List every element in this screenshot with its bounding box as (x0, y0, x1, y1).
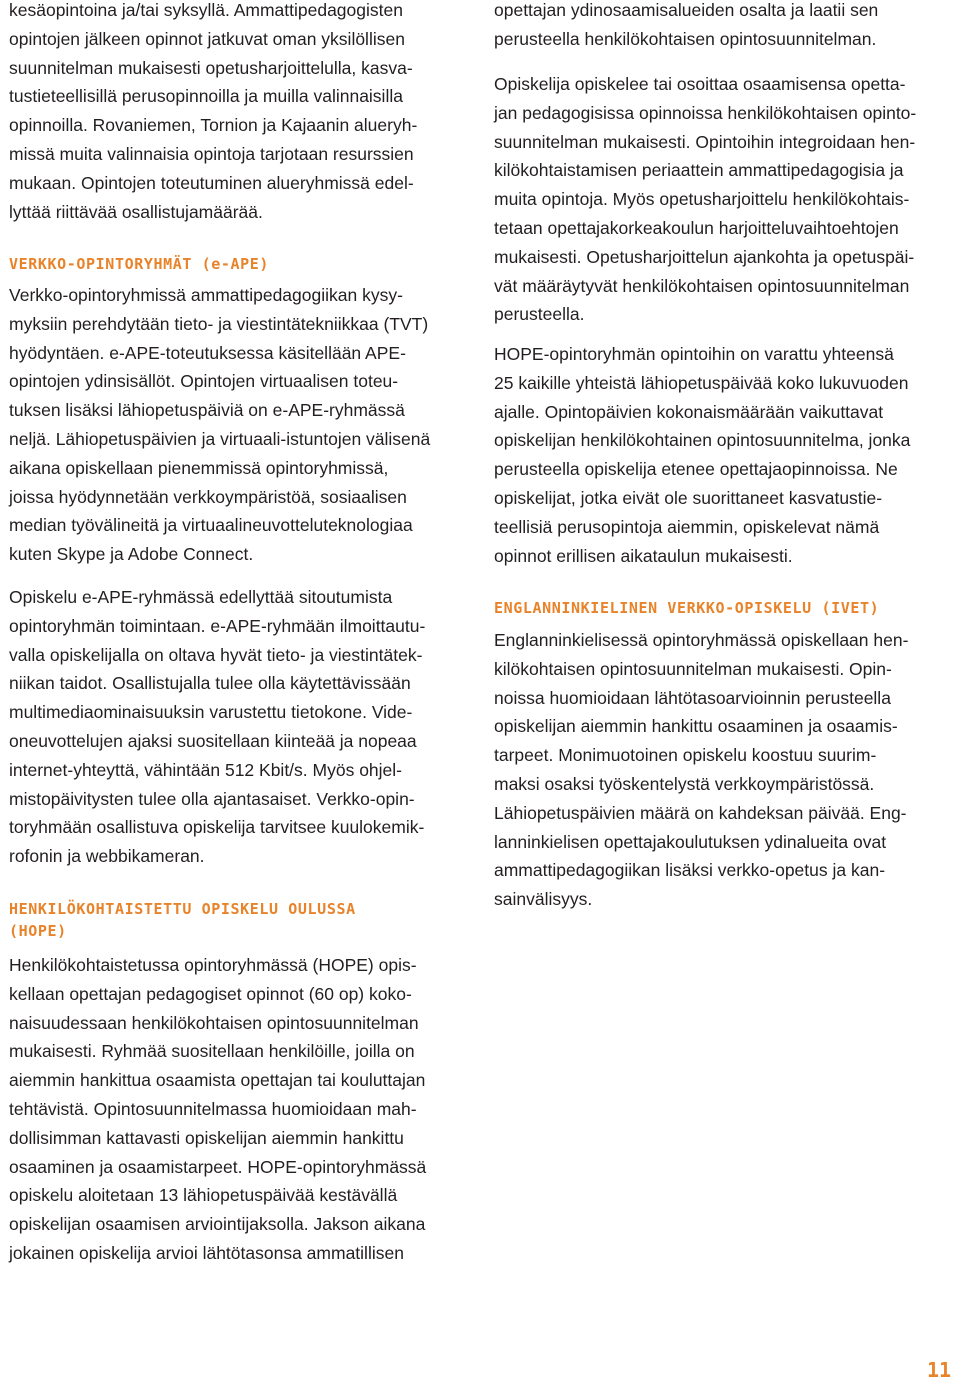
text-line: teellisiä perusopintoja aiemmin, opiskelevat nämä (494, 516, 880, 537)
heading-line: ENGLANNINKIELINEN VERKKO-OPISKELU (IVET) (494, 599, 880, 617)
text-line: Opiskelija opiskelee tai osoittaa osaamisensa opetta- (494, 74, 906, 94)
heading-line: VERKKO-OPINTORYHMÄT (e-APE) (9, 255, 270, 273)
text-line: aiemmin hankittua osaamista opettajan tai kouluttajan (9, 1070, 426, 1091)
text-line: dollisimman kattavasti opiskelijan aiemmin hankittu (9, 1127, 404, 1148)
eape-paragraph-1 (9, 281, 430, 569)
text-line: joissa hyödynnetään verkkoympäristöä, sosiaalisen (9, 486, 407, 507)
hope-heading (9, 898, 356, 942)
text-line: myksiin perehdytään tieto- ja viestintätekniikkaa (TVT) (9, 313, 429, 334)
text-line: hyödyntäen. e-APE-toteutuksessa käsitellään APE- (9, 342, 406, 363)
text-line: median työvälineitä ja virtuaalineuvotteluteknologiaa (9, 515, 413, 536)
text-line: missä muita valinnaisia opintoja tarjotaan resurssien (9, 143, 414, 164)
text-line: Henkilökohtaistetussa opintoryhmässä (HOPE) opis- (9, 955, 417, 975)
ivet-heading (494, 597, 879, 619)
text-line: neljä. Lähiopetuspäivien ja virtuaali-istuntojen välisenä (9, 428, 431, 449)
text-line: kesäopintoina ja/tai syksyllä. Ammattipedagogisten (9, 0, 403, 20)
hope-paragraph (9, 951, 426, 1268)
text-line: naisuudessaan henkilökohtaisen opintosuunnitelman (9, 1012, 419, 1033)
text-line: toryhmään osallistuva opiskelija tarvitsee kuulokemik- (9, 817, 425, 838)
text-line: lyttää riittävää osallistujamäärää. (9, 201, 263, 222)
text-line: multimediaominaisuuksin varustettu tietokone. Vide- (9, 702, 413, 723)
text-line: 25 kaikille yhteistä lähiopetuspäivää koko lukuvuoden (494, 372, 909, 393)
ivet-paragraph (494, 626, 908, 914)
text-line: perusteella opiskelija etenee opettajaopinnoissa. Ne (494, 459, 898, 480)
text-line: tarpeet. Monimuotoinen opiskelu koostuu suurim- (494, 745, 877, 766)
text-line: noissa huomioidaan lähtötasoarvioinnin perusteella (494, 687, 891, 708)
text-line: mukaan. Opintojen toteutuminen alueryhmissä edel- (9, 172, 414, 193)
text-line: opintojen ydinsisällöt. Opintojen virtuaalisen toteu- (9, 371, 399, 392)
right-paragraph-3 (494, 340, 910, 570)
text-line: kellaan opettajan pedagogiset opinnot (60 op) koko- (9, 983, 412, 1004)
text-line: suunnitelman mukaisesti opetusharjoittelulla, kasva- (9, 57, 413, 78)
heading-line: (HOPE) (9, 922, 67, 940)
text-line: jan pedagogisissa opinnoissa henkilökohtaisen opinto- (494, 102, 917, 123)
text-line: Englanninkielisessä opintoryhmässä opiskellaan hen- (494, 630, 909, 650)
eape-heading (9, 253, 269, 275)
page-number: 11 (927, 1358, 952, 1382)
text-line: opintoryhmän toimintaan. e-APE-ryhmään ilmoittautu- (9, 615, 426, 636)
right-paragraph-2 (494, 70, 916, 329)
text-line: perusteella henkilökohtaisen opintosuunnitelman. (494, 28, 877, 49)
text-line: Opiskelu e-APE-ryhmässä edellyttää sitoutumista (9, 587, 393, 607)
text-line: lanninkielisen opettajakoulutuksen ydinalueita ovat (494, 831, 887, 852)
text-line: kuten Skype ja Adobe Connect. (9, 544, 254, 565)
text-line: muita opintoja. Myös opetusharjoittelu henkilökohtais- (494, 189, 910, 210)
text-line: tehtävistä. Opintosuunnitelmassa huomioidaan mah- (9, 1098, 417, 1119)
text-line: opiskelijan osaamisen arviointijaksolla. Jakson aikana (9, 1214, 426, 1235)
text-line: perusteella. (494, 304, 585, 325)
text-line: jokainen opiskelija arvioi lähtötasonsa ammatillisen (9, 1242, 404, 1263)
text-line: opiskelijat, jotka eivät ole suorittaneet kasvatustie- (494, 487, 883, 508)
eape-paragraph-2 (9, 583, 425, 871)
text-line: rofonin ja webbikameran. (9, 846, 205, 867)
text-line: kilökohtaisen opintosuunnitelman mukaisesti. Opin- (494, 658, 892, 679)
text-line: opiskelijan henkilökohtainen opintosuunnitelma, jonka (494, 430, 911, 451)
text-line: internet-yhteyttä, vähintään 512 Kbit/s. Myös ohjel- (9, 759, 402, 780)
text-line: vät määräytyvät henkilökohtaisen opintosuunnitelman (494, 275, 910, 296)
heading-line: HENKILÖKOHTAISTETTU OPISKELU OULUSSA (9, 900, 356, 918)
text-line: suunnitelman mukaisesti. Opintoihin integroidaan hen- (494, 131, 916, 152)
text-line: opettajan ydinosaamisalueiden osalta ja laatii sen (494, 0, 879, 20)
text-line: oneuvottelujen ajaksi suositellaan kiinteää ja nopeaa (9, 730, 417, 751)
text-line: opinnoilla. Rovaniemen, Tornion ja Kajaanin alueryh- (9, 115, 418, 136)
text-line: tetaan opettajakorkeakoulun harjoitteluvaihtoehtojen (494, 217, 899, 238)
text-line: mukaisesti. Opetusharjoittelun ajankohta ja opetuspäi- (494, 246, 915, 267)
text-line: aikana opiskellaan pienemmissä opintoryhmissä, (9, 457, 389, 478)
text-line: HOPE-opintoryhmän opintoihin on varattu yhteensä (494, 344, 894, 364)
text-line: opiskelu aloitetaan 13 lähiopetuspäivää kestävällä (9, 1185, 398, 1206)
text-line: opintojen jälkeen opinnot jatkuvat oman yksilöllisen (9, 28, 405, 49)
intro-paragraph (9, 0, 417, 226)
text-line: opinnot erillisen aikataulun mukaisesti. (494, 545, 793, 566)
text-line: kilökohtaistamisen periaattein ammattipedagogisia ja (494, 160, 904, 181)
text-line: opiskelijan aiemmin hankittu osaaminen ja osaamis- (494, 716, 898, 737)
text-line: valla opiskelijalla on oltava hyvät tieto- ja viestintätek- (9, 644, 423, 665)
text-line: Verkko-opintoryhmissä ammattipedagogiikan kysy- (9, 285, 403, 305)
text-line: niikan taidot. Osallistujalla tulee olla käytettävissään (9, 673, 411, 694)
text-line: ammattipedagogiikan lisäksi verkko-opetus ja kan- (494, 860, 886, 881)
text-line: mistopäivitysten tulee olla ajantasaiset. Verkko-opin- (9, 788, 415, 809)
right-paragraph-1 (494, 0, 878, 54)
text-line: tustieteellisillä perusopinnoilla ja muilla valinnaisilla (9, 86, 403, 107)
text-line: mukaisesti. Ryhmää suositellaan henkilöille, joilla on (9, 1041, 415, 1062)
text-line: maksi osaksi työskentelystä verkkoympäristössä. (494, 773, 875, 794)
text-line: Lähiopetuspäivien määrä on kahdeksan päivää. Eng- (494, 802, 907, 823)
text-line: sainvälisyys. (494, 889, 593, 910)
text-line: ajalle. Opintopäivien kokonaismäärään vaikuttavat (494, 401, 884, 422)
text-line: osaaminen ja osaamistarpeet. HOPE-opintoryhmässä (9, 1156, 427, 1177)
text-line: tuksen lisäksi lähiopetuspäiviä on e-APE-ryhmässä (9, 400, 405, 421)
